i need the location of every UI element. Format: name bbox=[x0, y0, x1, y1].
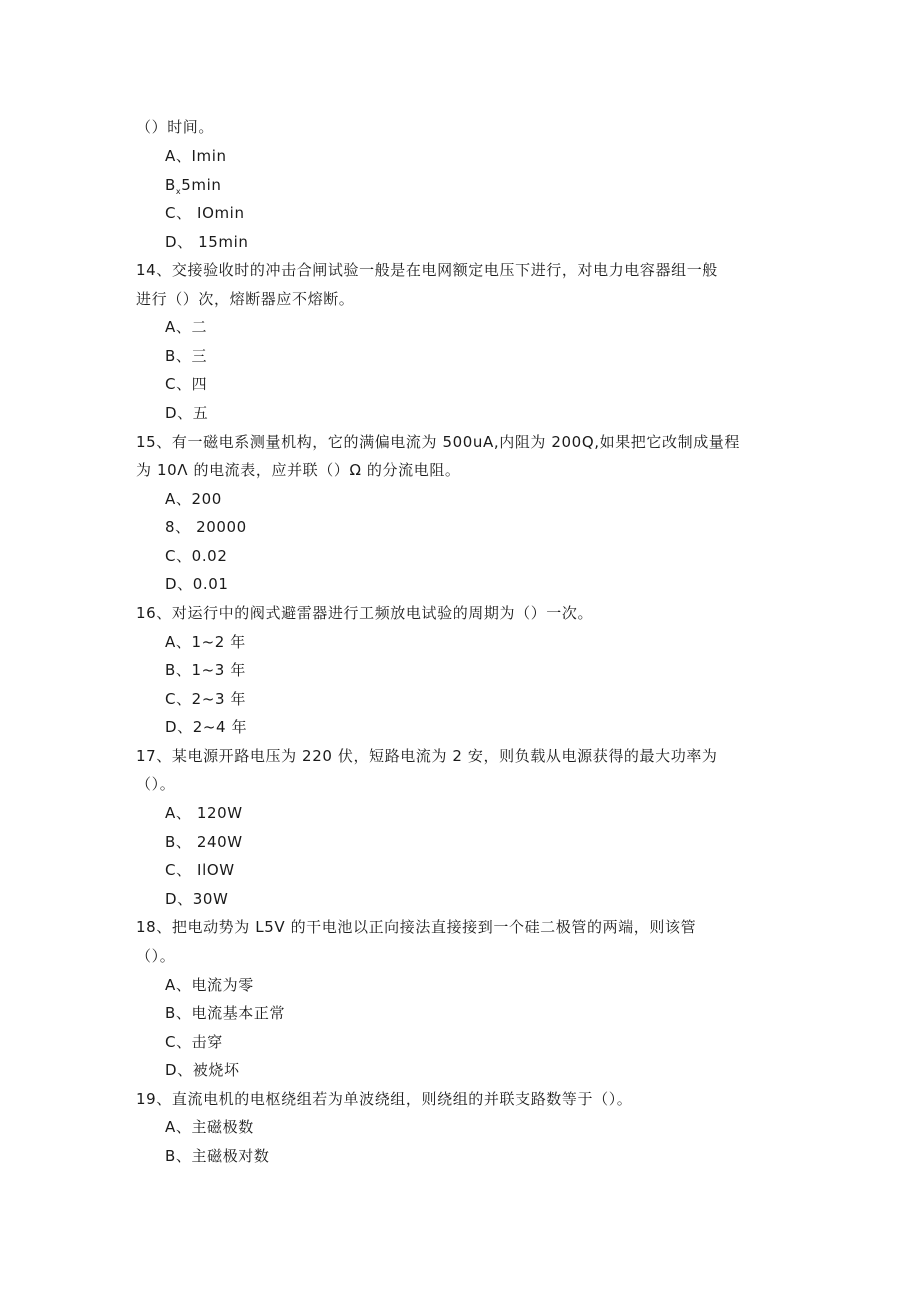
q13-stem-tail: （）时间。 bbox=[136, 118, 215, 136]
q15-option-a: A、200 bbox=[165, 490, 222, 508]
q15-option-d: D、0.01 bbox=[165, 575, 229, 593]
q18-stem-line-1: 18、把电动势为 L5V 的干电池以正向接法直接接到一个硅二极管的两端，则该管 bbox=[136, 918, 697, 936]
q14-stem-line-1: 14、交接验收时的冲击合闸试验一般是在电网额定电压下进行，对电力电容器组一般 bbox=[136, 261, 718, 279]
q16-option-a: A、1~2 年 bbox=[165, 633, 246, 651]
q17-option-a: A、 120W bbox=[165, 804, 243, 822]
q15-option-c: C、0.02 bbox=[165, 547, 228, 565]
q16-stem-line-1: 16、对运行中的阀式避雷器进行工频放电试验的周期为（）一次。 bbox=[136, 604, 594, 622]
q17-option-c: C、 IlOW bbox=[165, 861, 235, 879]
q17-option-b: B、 240W bbox=[165, 833, 243, 851]
q14-option-b: B、三 bbox=[165, 347, 208, 365]
q19-stem-line-1: 19、直流电机的电枢绕组若为单波绕组，则绕组的并联支路数等于（）。 bbox=[136, 1090, 633, 1108]
q18-option-b: B、电流基本正常 bbox=[165, 1004, 286, 1022]
q14-stem-line-2: 进行（）次，熔断器应不熔断。 bbox=[136, 290, 355, 308]
q19-option-a: A、主磁极数 bbox=[165, 1118, 254, 1136]
q13-option-b bbox=[165, 175, 770, 202]
q17-stem-line-1: 17、某电源开路电压为 220 伏，短路电流为 2 安，则负载从电源获得的最大功率为 bbox=[136, 747, 718, 765]
q17-option-d: D、30W bbox=[165, 890, 229, 908]
q16-option-b: B、1~3 年 bbox=[165, 661, 246, 679]
q15-stem-line-1: 15、有一磁电系测量机构，它的满偏电流为 500uA,内阻为 200Q,如果把它改制成量程 bbox=[136, 433, 740, 451]
q13-option-a: A、Imin bbox=[165, 147, 227, 165]
q19-option-b: B、主磁极对数 bbox=[165, 1147, 270, 1165]
q13-option-c: C、 IOmin bbox=[165, 204, 245, 222]
q17-stem-line-2: （）。 bbox=[136, 775, 176, 793]
q13-option-b-letter: B bbox=[165, 176, 176, 194]
q16-option-d: D、2~4 年 bbox=[165, 718, 248, 736]
q13-option-b-value: 5min bbox=[181, 176, 222, 194]
q14-option-c: C、四 bbox=[165, 375, 208, 393]
q16-option-c: C、2~3 年 bbox=[165, 690, 247, 708]
q18-stem-line-2: （）。 bbox=[136, 947, 176, 965]
q14-option-d: D、五 bbox=[165, 404, 209, 422]
q13-option-b-subscript: x bbox=[175, 187, 182, 196]
q18-option-d: D、被烧坏 bbox=[165, 1061, 240, 1079]
q15-option-b: 8、 20000 bbox=[165, 518, 247, 536]
q15-stem-line-2: 为 10Λ 的电流表，应并联（）Ω 的分流电阻。 bbox=[136, 461, 461, 479]
q13-option-d: D、 15min bbox=[165, 233, 249, 251]
q18-option-c: C、击穿 bbox=[165, 1033, 223, 1051]
q18-option-a: A、电流为零 bbox=[165, 976, 254, 994]
q14-option-a: A、二 bbox=[165, 318, 208, 336]
